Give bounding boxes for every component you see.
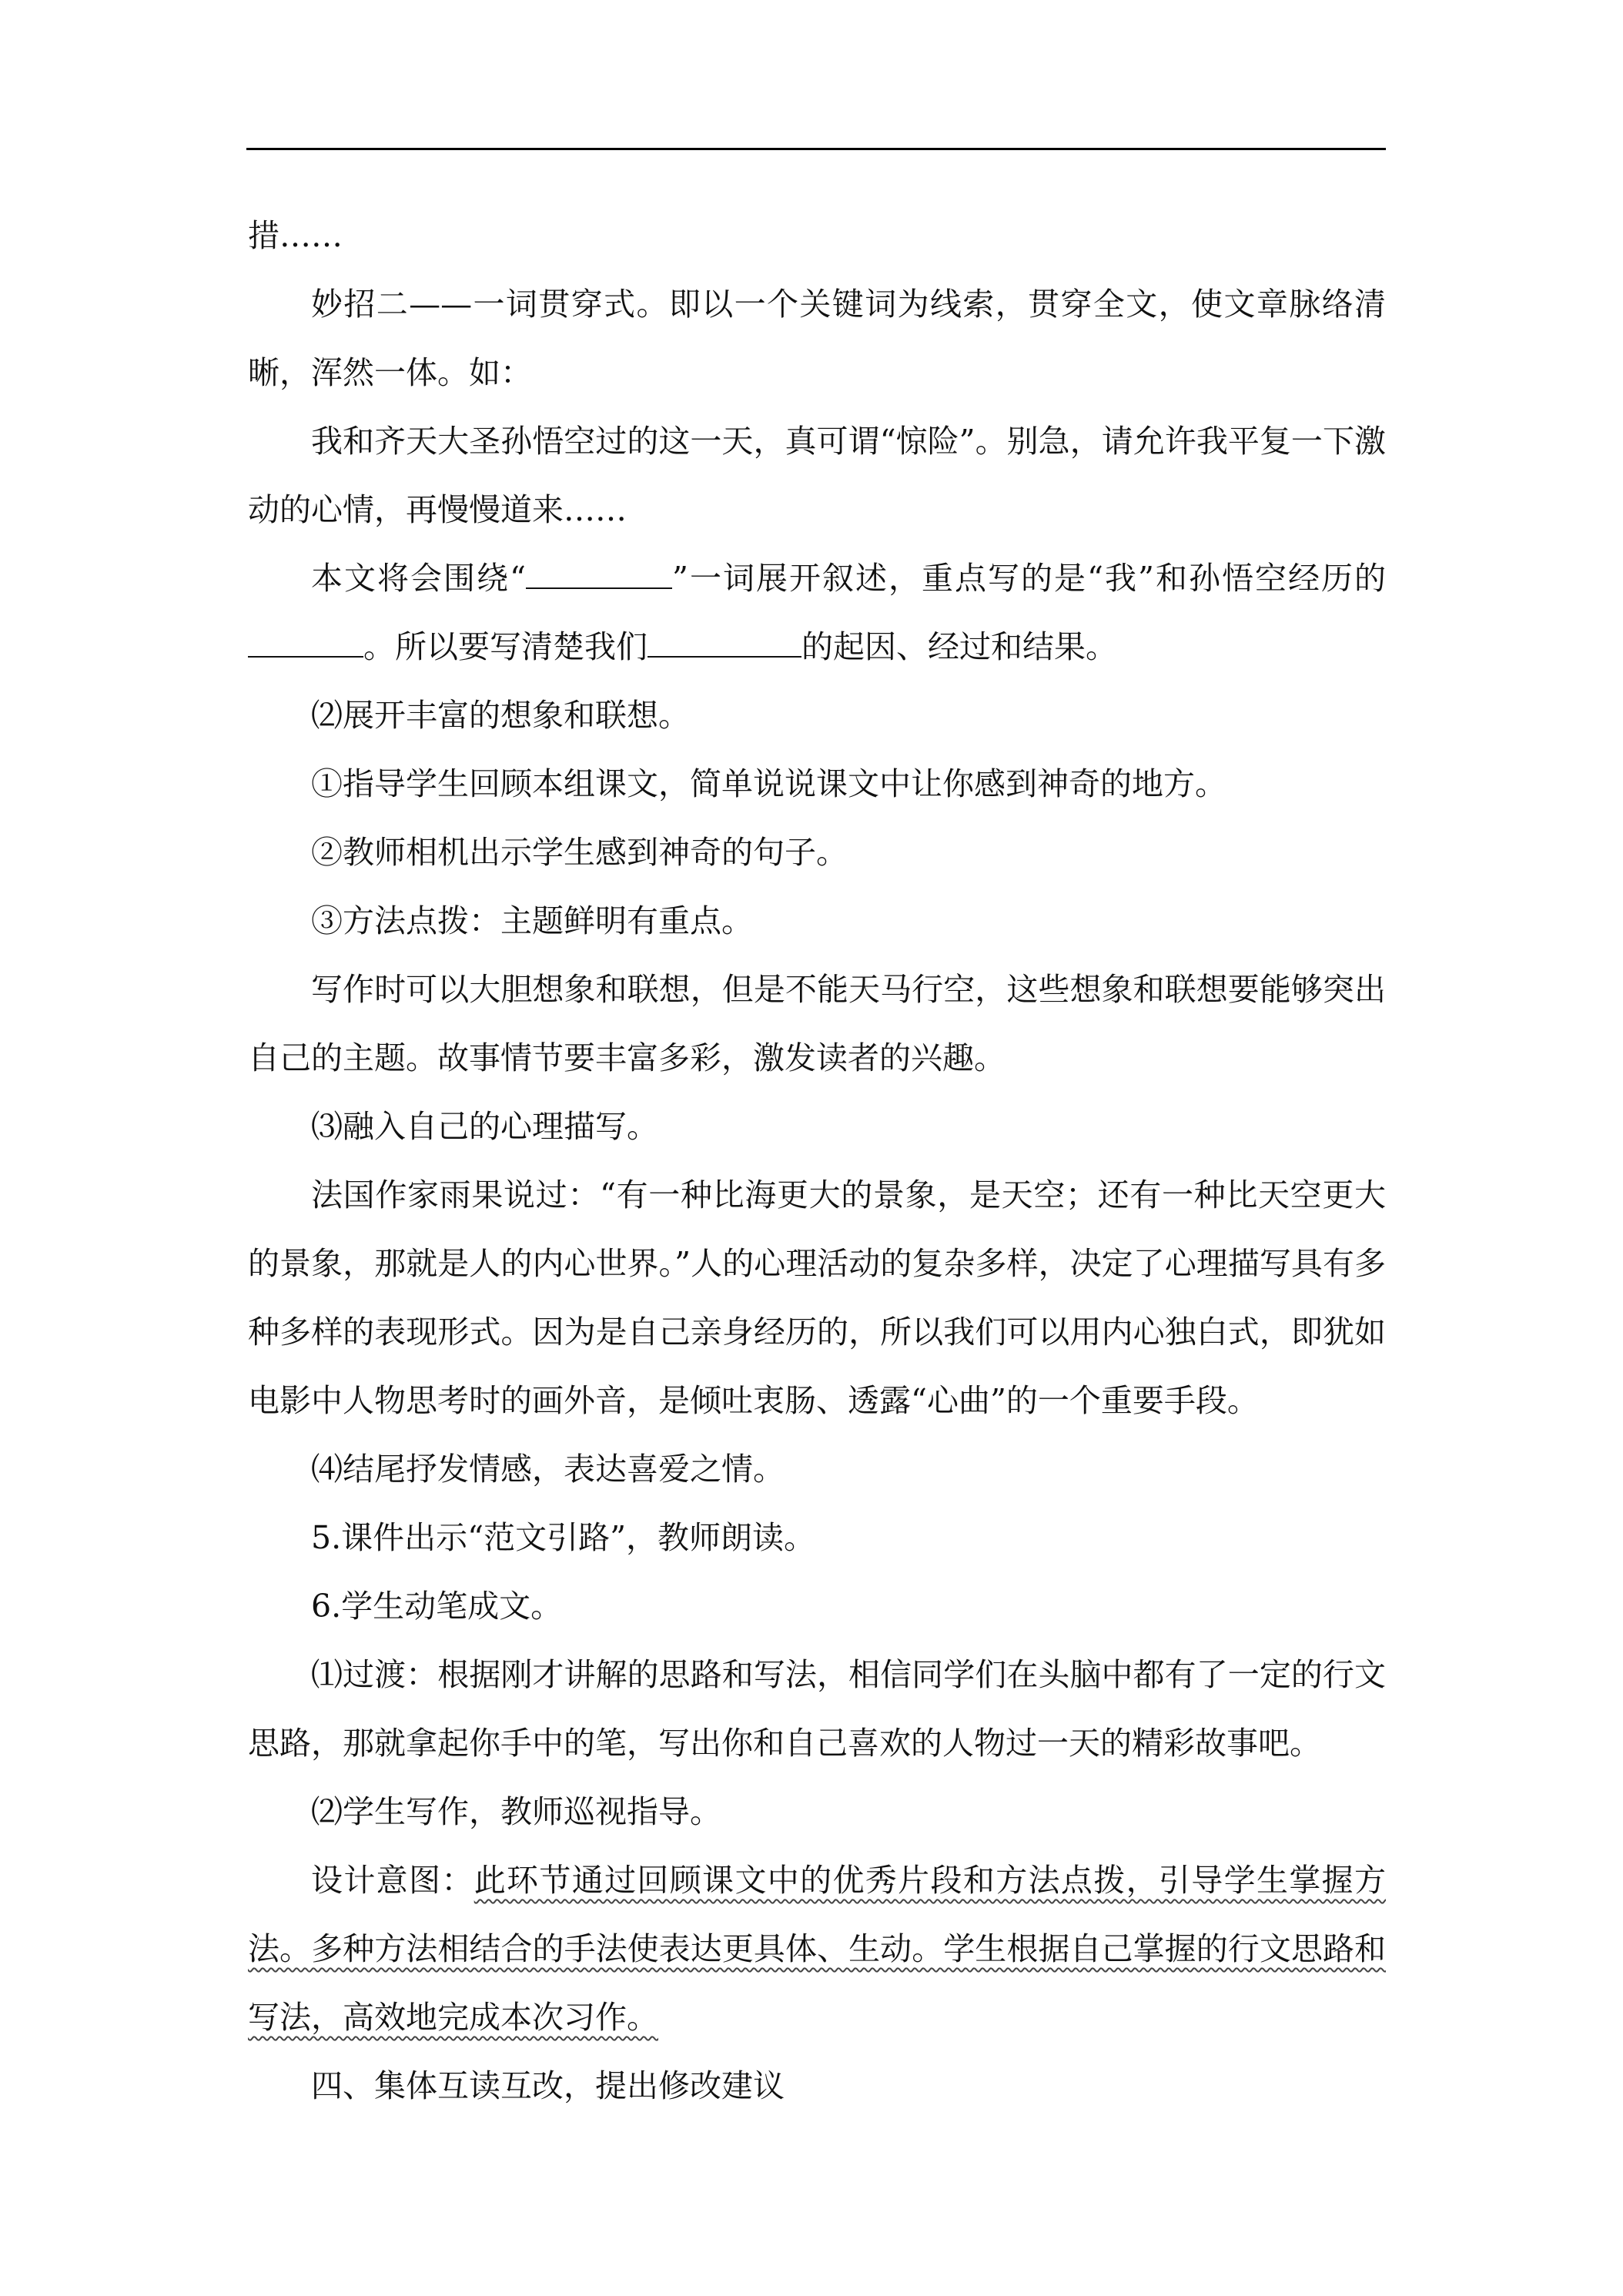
header-rule <box>246 148 1386 150</box>
paragraph-hugo-quote: 法国作家雨果说过：“有一种比海更大的景象，是天空；还有一种比天空更大的景象，那就是人的内心世界。”人的心理活动的复杂多样，决定了心理描写具有多种多样的表现形式。因为是自己亲身经历的，所以我们可以用内心独白式，即犹如电影中人物思考时的画外音，是倾吐衷肠、透露“心曲”的一个重要手段。 <box>248 1176 1386 1419</box>
paragraph-item-6: 6.学生动笔成文。 <box>311 1588 563 1625</box>
paragraph-method-two: 妙招二——一词贯穿式。即以一个关键词为线索，贯穿全文，使文章脉络清晰，浑然一体。如： <box>248 286 1386 391</box>
section-heading-four: 四、集体互读互改，提出修改建议 <box>311 2067 785 2104</box>
paragraph-continuation: 措…… <box>248 217 343 254</box>
design-intent-text: 此环节通过回顾课文中的优秀片段和方法点拨，引导学生掌握方法。多种方法相结合的手法使表达更具体、生动。学生根据自己掌握的行文思路和写法，高效地完成本次习作。 <box>248 1862 1386 2036</box>
paragraph-transition: ⑴过渡：根据刚才讲解的思路和写法，相信同学们在头脑中都有了一定的行文思路，那就拿起你手中的笔，写出你和自己喜欢的人物过一天的精彩故事吧。 <box>248 1656 1386 1762</box>
blank-line-1 <box>526 561 672 589</box>
design-intent-label: 设计意图： <box>311 1862 474 1899</box>
paragraph-example: 我和齐天大圣孙悟空过的这一天，真可谓“惊险”。别急，请允许我平复一下激动的心情，再慢慢道来…… <box>248 423 1386 528</box>
paragraph-step-2: ②教师相机出示学生感到神奇的句子。 <box>311 834 848 871</box>
fill-text-2: ”一词展开叙述，重点写的是“我”和孙悟空经历的 <box>672 560 1386 597</box>
blank-line-3 <box>648 630 801 658</box>
fill-text-3: 。所以要写清楚我们 <box>363 628 648 665</box>
paragraph-ending: ⑷结尾抒发情感，表达喜爱之情。 <box>311 1451 785 1488</box>
blank-line-2 <box>248 630 363 658</box>
fill-text-1: 本文将会围绕“ <box>311 560 526 597</box>
paragraph-student-writing: ⑵学生写作，教师巡视指导。 <box>311 1793 721 1830</box>
paragraph-fill-blanks <box>248 544 1386 681</box>
paragraph-step-3: ③方法点拨：主题鲜明有重点。 <box>311 902 753 939</box>
fill-text-4: 的起因、经过和结果。 <box>801 628 1117 665</box>
paragraph-item-5: 5.课件出示“范文引路”，教师朗读。 <box>311 1519 816 1556</box>
paragraph-design-intent <box>248 1846 1386 2052</box>
paragraph-writing-tip: 写作时可以大胆想象和联想，但是不能天马行空，这些想象和联想要能够突出自己的主题。故事情节要丰富多彩，激发读者的兴趣。 <box>248 971 1386 1076</box>
paragraph-step-1: ①指导学生回顾本组课文，简单说说课文中让你感到神奇的地方。 <box>311 765 1226 802</box>
paragraph-imagination: ⑵展开丰富的想象和联想。 <box>311 697 690 734</box>
document-body <box>248 202 1386 2120</box>
paragraph-psychology: ⑶融入自己的心理描写。 <box>311 1108 658 1145</box>
